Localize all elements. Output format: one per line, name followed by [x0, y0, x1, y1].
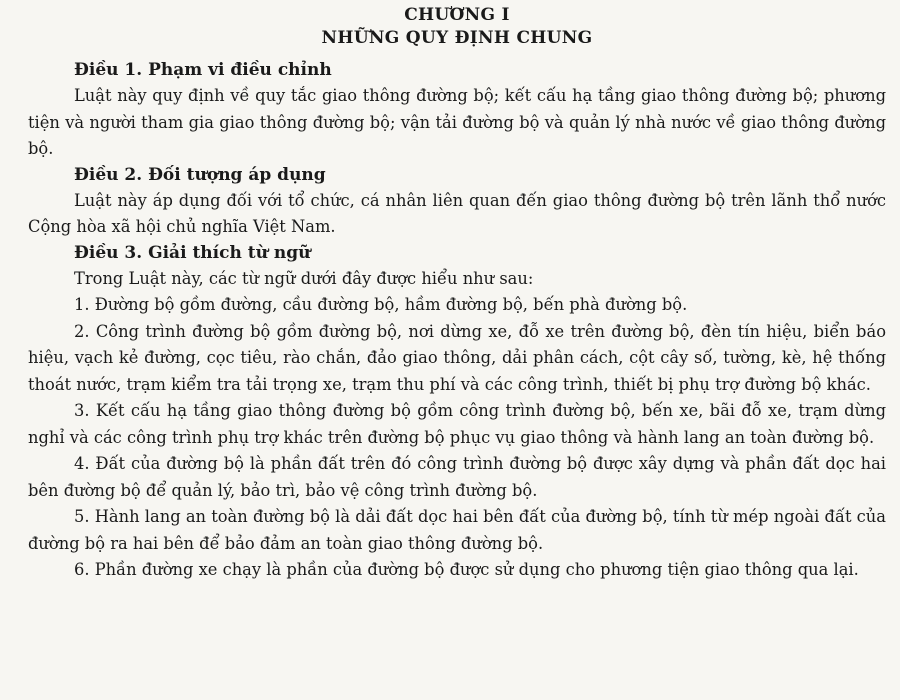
definition-item: 5. Hành lang an toàn đường bộ là dải đất dọc hai bên đất của đường bộ, tính từ mép ngoài đất của đường bộ ra hai bên để bảo đảm an toàn giao thông đường bộ.	[28, 507, 886, 553]
definition-item: 2. Công trình đường bộ gồm đường bộ, nơi dừng xe, đỗ xe trên đường bộ, đèn tín hiệu, biển báo hiệu, vạch kẻ đường, cọc tiêu, rào chắn, đảo giao thông, dải phân cách, cột cây số, tường, kè, hệ thống thoát nước, trạm kiểm tra tải trọng xe, trạm thu phí và các công trình, thiết bị phụ trợ đường bộ khác.	[28, 321, 886, 394]
article-2	[28, 163, 886, 241]
article-1	[28, 58, 886, 163]
article-heading: Điều 3. Giải thích từ ngữ	[74, 242, 311, 263]
definition-item: 3. Kết cấu hạ tầng giao thông đường bộ gồm công trình đường bộ, bến xe, bãi đỗ xe, trạm dừng nghỉ và các công trình phụ trợ khác trên đường bộ phục vụ giao thông và hành lang an toàn đường bộ.	[28, 401, 886, 447]
definition-item: 1. Đường bộ gồm đường, cầu đường bộ, hầm đường bộ, bến phà đường bộ.	[74, 295, 688, 314]
definition-item: 6. Phần đường xe chạy là phần của đường bộ được sử dụng cho phương tiện giao thông qua lại.	[74, 560, 859, 579]
article-paragraph: Luật này áp dụng đối với tổ chức, cá nhân liên quan đến giao thông đường bộ trên lãnh thổ nước Cộng hòa xã hội chủ nghĩa Việt Nam.	[28, 190, 886, 236]
article-paragraph: Luật này quy định về quy tắc giao thông đường bộ; kết cấu hạ tầng giao thông đường bộ; phương tiện và người tham gia giao thông đường bộ; vận tải đường bộ và quản lý nhà nước về giao thông đường bộ.	[28, 86, 886, 158]
article-heading: Điều 2. Đối tượng áp dụng	[74, 164, 326, 185]
chapter-number: CHƯƠNG I	[404, 5, 510, 25]
article-paragraph: Trong Luật này, các từ ngữ dưới đây được hiểu như sau:	[74, 268, 534, 288]
article-3	[28, 241, 886, 584]
chapter-title: NHỮNG QUY ĐỊNH CHUNG	[321, 28, 593, 48]
definition-item: 4. Đất của đường bộ là phần đất trên đó công trình đường bộ được xây dựng và phần đất dọc hai bên đường bộ để quản lý, bảo trì, bảo vệ công trình đường bộ.	[28, 454, 886, 500]
article-heading: Điều 1. Phạm vi điều chỉnh	[74, 60, 332, 80]
